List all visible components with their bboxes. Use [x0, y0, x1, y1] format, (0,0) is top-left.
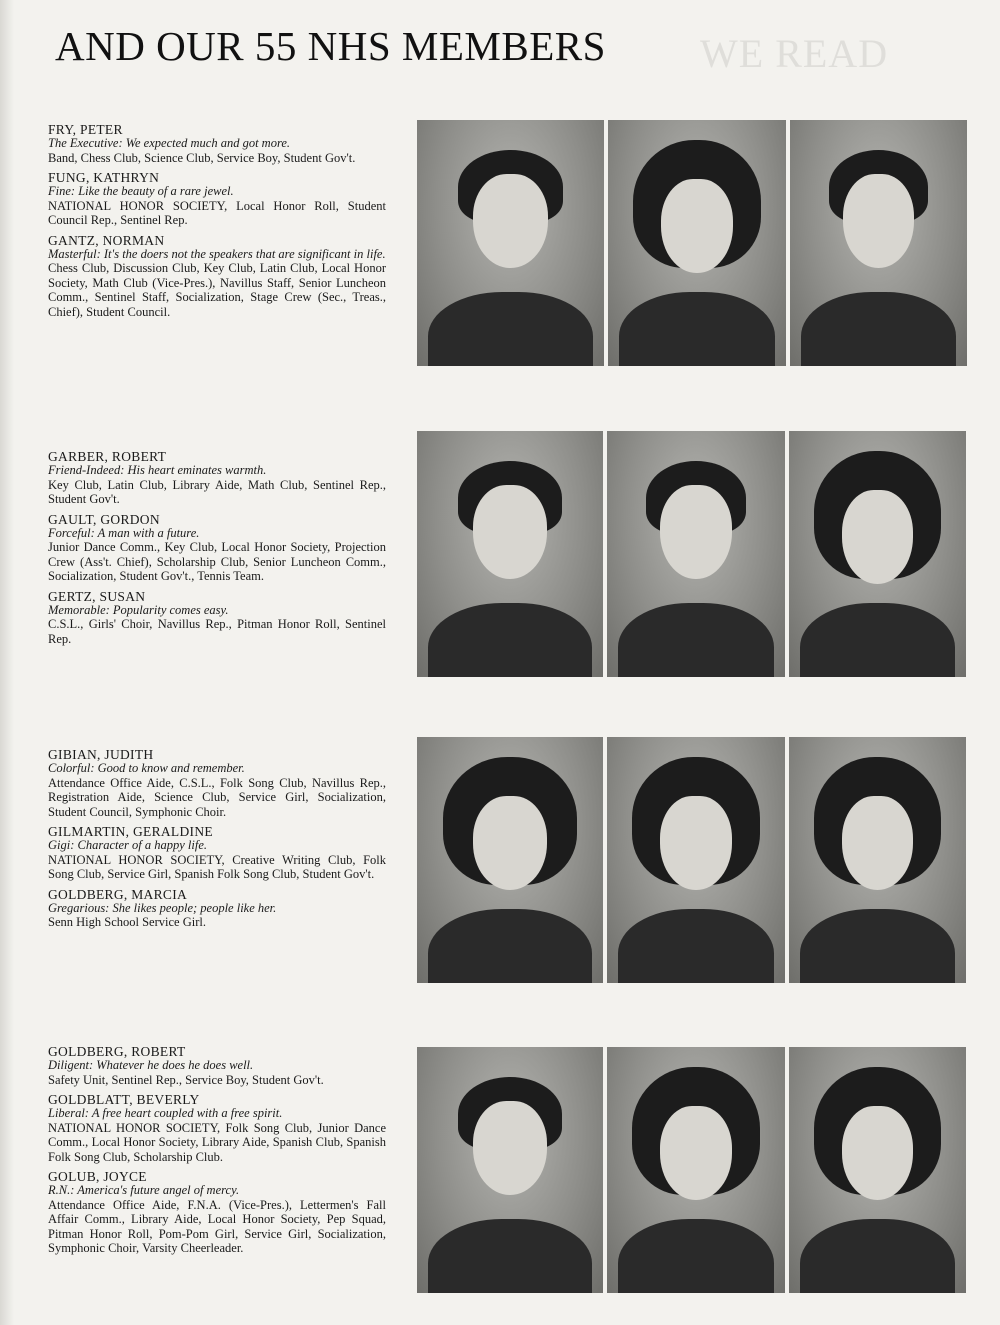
- member-name: GERTZ, SUSAN: [48, 588, 146, 604]
- member-name: GAULT, GORDON: [48, 511, 160, 527]
- member-entry: [48, 590, 386, 647]
- member-entry: [48, 748, 386, 819]
- member-entry: [48, 513, 386, 584]
- portrait-photo: [789, 431, 966, 677]
- show-through-heading: WE READ: [700, 31, 889, 76]
- member-motto: Gregarious: She likes people; people like her.: [48, 900, 277, 915]
- portrait-photo: [607, 737, 785, 983]
- member-name: GOLUB, JOYCE: [48, 1169, 147, 1184]
- member-entry: [48, 171, 386, 228]
- member-entry: [48, 825, 386, 882]
- member-activities: Band, Chess Club, Science Club, Service Boy, Student Gov't.: [48, 150, 356, 165]
- member-text-column: [48, 123, 386, 325]
- member-text-column: [48, 450, 386, 652]
- member-motto: Diligent: Whatever he does he does well.: [48, 1058, 254, 1072]
- member-name: GILMARTIN, GERALDINE: [48, 824, 213, 839]
- member-motto: Masterful: It's the doers not the speakers that are significant in life.: [48, 246, 386, 261]
- member-name: GOLDBERG, MARCIA: [48, 886, 188, 902]
- member-text-column: [48, 1045, 386, 1262]
- member-entry: [48, 1170, 386, 1256]
- member-motto: Forceful: A man with a future.: [48, 525, 200, 540]
- member-motto: The Executive: We expected much and got more.: [48, 136, 291, 150]
- portrait-photo: [790, 120, 967, 366]
- member-activities: C.S.L., Girls' Choir, Navillus Rep., Pitman Honor Roll, Sentinel Rep.: [48, 617, 386, 646]
- member-entry: [48, 1045, 386, 1087]
- member-name: GANTZ, NORMAN: [48, 232, 165, 248]
- member-activities: Attendance Office Aide, F.N.A. (Vice-Pres.), Lettermen's Fall Affair Comm., Library Aide, Local Honor Society, Pep Squad, Pitman Honor Roll, Pom-Pom Girl, Service Girl, Socialization, Symphonic Choir, Varsity Cheerleader.: [48, 1197, 386, 1255]
- member-name: GARBER, ROBERT: [48, 449, 167, 464]
- member-entry: [48, 888, 386, 930]
- member-entry: [48, 1093, 386, 1164]
- member-entry: [48, 123, 386, 165]
- portrait-photo: [608, 120, 786, 366]
- portrait-photo: [789, 737, 966, 983]
- portrait-photo: [417, 431, 603, 677]
- portrait-photo: [789, 1047, 966, 1293]
- page-title: AND OUR 55 NHS MEMBERS: [55, 23, 606, 69]
- member-activities: Attendance Office Aide, C.S.L., Folk Song Club, Navillus Rep., Registration Aide, Science Club, Service Girl, Socialization, Student Council, Symphonic Choir.: [48, 775, 386, 819]
- member-name: FRY, PETER: [48, 122, 123, 137]
- member-motto: Memorable: Popularity comes easy.: [48, 602, 229, 617]
- member-entry: [48, 234, 386, 320]
- portrait-photo: [607, 431, 785, 677]
- member-motto: Friend-Indeed: His heart eminates warmth.: [48, 463, 267, 477]
- portrait-photo: [417, 1047, 603, 1293]
- page-gutter-shadow: [0, 0, 14, 1325]
- member-activities: Junior Dance Comm., Key Club, Local Honor Society, Projection Crew (Ass't. Chief), Scholarship Club, Senior Luncheon Comm., Socialization, Student Gov't., Tennis Team.: [48, 540, 386, 583]
- portrait-photo: [607, 1047, 785, 1293]
- member-activities: NATIONAL HONOR SOCIETY, Creative Writing Club, Folk Song Club, Service Girl, Spanish Folk Song Club, Student Gov't.: [48, 852, 386, 881]
- member-motto: R.N.: America's future angel of mercy.: [48, 1183, 240, 1197]
- member-activities: Safety Unit, Sentinel Rep., Service Boy, Student Gov't.: [48, 1072, 324, 1087]
- member-name: GOLDBLATT, BEVERLY: [48, 1092, 200, 1107]
- member-name: FUNG, KATHRYN: [48, 170, 160, 185]
- member-text-column: [48, 748, 386, 936]
- member-name: GIBIAN, JUDITH: [48, 747, 154, 762]
- member-activities: NATIONAL HONOR SOCIETY, Local Honor Roll, Student Council Rep., Sentinel Rep.: [48, 198, 386, 227]
- portrait-photo: [417, 737, 603, 983]
- member-activities: Key Club, Latin Club, Library Aide, Math Club, Sentinel Rep., Student Gov't.: [48, 477, 386, 506]
- member-activities: Senn High School Service Girl.: [48, 915, 206, 929]
- member-motto: Colorful: Good to know and remember.: [48, 761, 245, 775]
- member-motto: Liberal: A free heart coupled with a free spirit.: [48, 1106, 283, 1120]
- member-entry: [48, 450, 386, 507]
- member-activities: NATIONAL HONOR SOCIETY, Folk Song Club, Junior Dance Comm., Local Honor Society, Library Aide, Spanish Club, Spanish Folk Song Club, Scholarship Club.: [48, 1120, 386, 1164]
- member-motto: Fine: Like the beauty of a rare jewel.: [48, 184, 234, 198]
- portrait-photo: [417, 120, 604, 366]
- member-activities: Chess Club, Discussion Club, Key Club, Latin Club, Local Honor Society, Math Club (Vice-Pres.), Navillus Staff, Senior Luncheon Comm., Sentinel Staff, Socialization, Stage Crew (Sec., Treas., Chief), Student Council.: [48, 261, 386, 319]
- member-name: GOLDBERG, ROBERT: [48, 1044, 186, 1059]
- member-motto: Gigi: Character of a happy life.: [48, 838, 208, 852]
